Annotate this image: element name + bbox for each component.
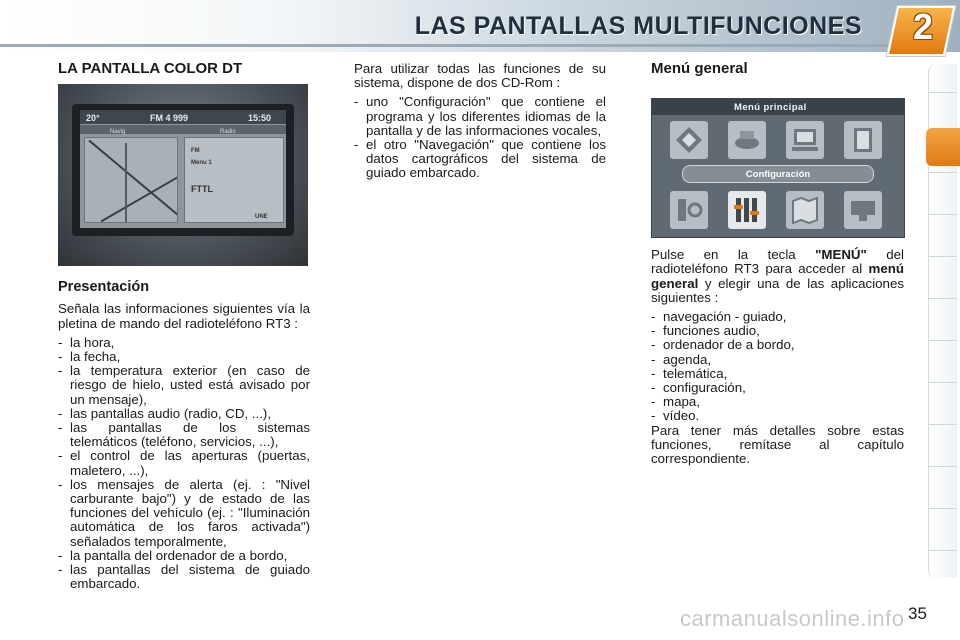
tab-divider [929, 340, 957, 341]
text-run: del radioteléfono RT3 para acceder al [651, 247, 904, 277]
list-item: - ordenador de a bordo, [651, 338, 904, 352]
screen-radio-panel [184, 137, 284, 223]
cdrom-list [354, 95, 606, 180]
tab-divider [929, 550, 957, 551]
radio-line: FTTL [191, 184, 213, 195]
paragraph: Señala las informaciones siguientes vía la pletina de mando del radioteléfono RT3 : [58, 301, 310, 331]
chapter-number: 2 [912, 6, 934, 47]
active-chapter-tab [926, 128, 960, 166]
main-menu-screenshot [651, 98, 905, 238]
map-icon [786, 191, 824, 229]
list-item: - la fecha, [58, 350, 310, 364]
text-run: Pulse en la tecla [651, 247, 816, 263]
text-run: y elegir una de las aplicaciones siguientes : [651, 275, 904, 305]
list-item: - las pantallas del sistema de guiado embarcado. [58, 563, 310, 591]
paragraph: Para utilizar todas las funciones de su sistema, dispone de dos CD-Rom : [354, 61, 606, 91]
list-item: - configuración, [651, 381, 904, 395]
screen-clock: 15:50 [248, 113, 272, 124]
paragraph: Para tener más detalles sobre estas funciones, remítase al capítulo correspondiente. [651, 422, 904, 467]
list-item: - las pantallas de los sistemas telemáticos (teléfono, servicios, ...), [58, 421, 310, 449]
audio-icon [728, 121, 766, 159]
section-title: Menú general [651, 60, 748, 77]
page-number: 35 [908, 604, 927, 623]
list-item: - la hora, [58, 336, 310, 350]
trip-computer-icon [786, 121, 824, 159]
list-item: - el control de las aperturas (puertas, maletero, ...), [58, 449, 310, 477]
screen-station: FM 4 999 [150, 113, 189, 124]
page-title: LAS PANTALLAS MULTIFUNCIONES [414, 12, 862, 40]
screen-tab-left: Navig [110, 129, 126, 136]
list-item: - uno "Configuración" que contiene el programa y los diferentes idiomas de la pantalla y de las informaciones vocales, [354, 95, 606, 138]
tab-divider [929, 298, 957, 299]
video-icon [844, 191, 882, 229]
list-item: - navegación - guiado, [651, 310, 904, 324]
list-item: - telemática, [651, 367, 904, 381]
tab-divider [929, 382, 957, 383]
middle-column [354, 62, 606, 181]
tab-divider [929, 466, 957, 467]
screen-map [84, 137, 178, 223]
list-item: - la pantalla del ordenador de a bordo, [58, 549, 310, 563]
configuration-icon [728, 191, 766, 229]
section-subtitle: Presentación [58, 279, 150, 296]
navigation-icon [670, 121, 708, 159]
list-item: - la temperatura exterior (en caso de riesgo de hielo, usted está avisado por un mensaje), [58, 364, 310, 407]
menu-highlight-label: Configuración [745, 169, 811, 181]
tab-divider [929, 424, 957, 425]
map-road [125, 143, 127, 223]
list-item: - los mensajes de alerta (ej. : "Nivel carburante bajo") y de estado de las funciones del vehículo (ej. : "Iluminación automática de los faros activada") señalados temporalmente, [58, 478, 310, 549]
list-item: - mapa, [651, 395, 904, 409]
tab-divider [929, 508, 957, 509]
screen-status-bar [80, 110, 286, 124]
display-screen [80, 110, 286, 228]
telematics-icon [670, 191, 708, 229]
list-item: - las pantallas audio (radio, CD, ...), [58, 407, 310, 421]
bold-text: menú general [651, 261, 904, 291]
left-column [58, 62, 310, 591]
color-screen-photo [58, 84, 308, 266]
menu-title: Menú principal [734, 102, 807, 114]
radio-line: FM [191, 148, 200, 155]
info-list [58, 336, 310, 592]
screen-temperature: 20° [86, 113, 100, 124]
menu-key-label: "MENÚ" [815, 247, 867, 263]
paragraph [651, 248, 904, 305]
menu-highlight-bar [682, 165, 874, 183]
tab-divider [929, 92, 957, 93]
list-item: - el otro "Navegación" que contiene los datos cartográficos del sistema de guiado embarcado. [354, 138, 606, 181]
tab-divider [929, 172, 957, 173]
tab-divider [929, 214, 957, 215]
map-road [88, 140, 178, 219]
screen-tabs [80, 125, 286, 134]
list-item: - vídeo. [651, 409, 904, 423]
watermark: carmanualsonline.info [680, 606, 905, 631]
radio-line: Menu 1 [191, 160, 212, 167]
header-rule [0, 44, 900, 47]
radio-line: UNE [255, 214, 268, 221]
agenda-icon [844, 121, 882, 159]
application-list [651, 310, 904, 424]
screen-tab-right: Radio [220, 129, 236, 136]
list-item: - agenda, [651, 353, 904, 367]
right-column [651, 62, 904, 471]
list-item: - funciones audio, [651, 324, 904, 338]
tab-divider [929, 256, 957, 257]
section-title: LA PANTALLA COLOR DT [58, 60, 243, 77]
